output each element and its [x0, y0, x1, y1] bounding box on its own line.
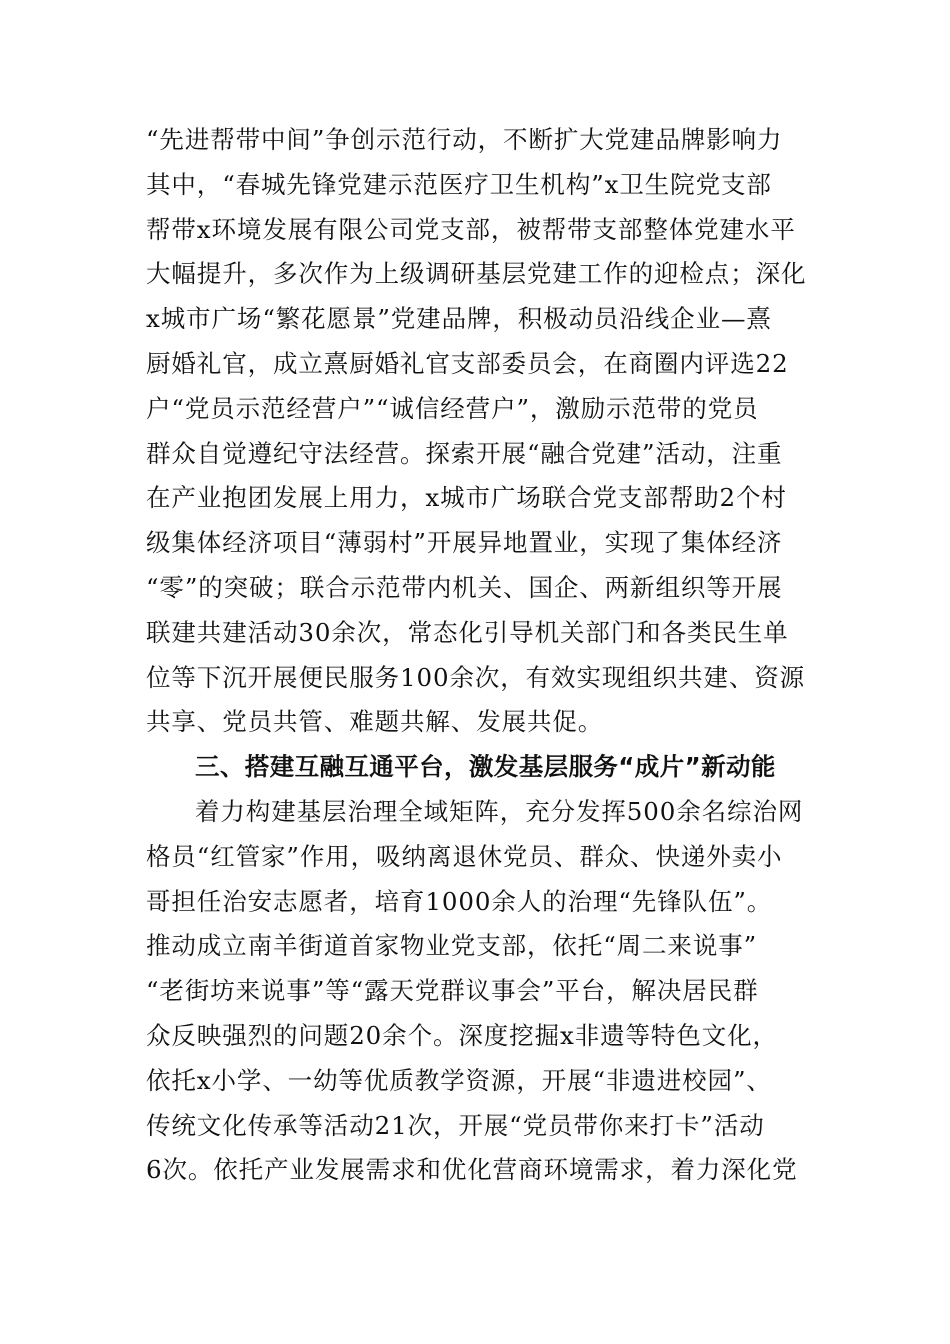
- body-line: 众反映强烈的问题20余个。深度挖掘x非遗等特色文化，: [146, 1020, 778, 1050]
- body-line: 着力构建基层治理全域矩阵，充分发挥500余名综治网: [195, 796, 804, 826]
- body-line: 哥担任治安志愿者，培育1000余人的治理“先锋队伍”。: [146, 886, 773, 916]
- document-body: [146, 118, 806, 1193]
- section-heading: 三、搭建互融互通平台，激发基层服务“成片”新动能: [195, 752, 776, 782]
- body-line: x城市广场“繁花愿景”党建品牌，积极动员沿线企业—熹: [146, 304, 772, 334]
- body-line: 联建共建活动30余次，常态化引导机关部门和各类民生单: [146, 617, 789, 647]
- body-line: 共享、党员共管、难题共解、发展共促。: [146, 707, 604, 737]
- body-line: “先进帮带中间”争创示范行动，不断扩大党建品牌影响力: [146, 125, 783, 154]
- body-line: 位等下沉开展便民服务100余次，有效实现组织共建、资源: [146, 662, 806, 692]
- body-line: 级集体经济项目“薄弱村”开展异地置业，实现了集体经济: [146, 528, 783, 558]
- body-line: 帮带x环境发展有限公司党支部，被帮带支部整体党建水平: [146, 214, 796, 244]
- body-line: 在产业抱团发展上用力，x城市广场联合党支部帮助2个村: [146, 483, 787, 513]
- body-line: 依托x小学、一幼等优质教学资源，开展“非遗进校园”、: [146, 1065, 772, 1095]
- body-line: 大幅提升，多次作为上级调研基层党建工作的迎检点；深化: [146, 259, 807, 289]
- body-line: 格员“红管家”作用，吸纳离退休党员、群众、快递外卖小: [146, 841, 783, 871]
- body-line: 推动成立南羊街道首家物业党支部，依托“周二来说事”: [146, 931, 758, 961]
- body-line: 传统文化传承等活动21次，开展“党员带你来打卡”活动: [146, 1110, 765, 1140]
- body-line: 厨婚礼官，成立熹厨婚礼官支部委员会，在商圈内评选22: [146, 348, 789, 378]
- body-line: “老街坊来说事”等“露天党群议事会”平台，解决居民群: [146, 976, 759, 1006]
- body-line: 其中，“春城先锋党建示范医疗卫生机构”x卫生院党支部: [146, 169, 772, 199]
- body-line: “零”的突破；联合示范带内机关、国企、两新组织等开展: [146, 572, 783, 602]
- body-line: 户“党员示范经营户”“诚信经营户”，激励示范带的党员: [146, 393, 759, 423]
- body-line: 6次。依托产业发展需求和优化营商环境需求，着力深化党: [146, 1155, 798, 1185]
- body-line: 群众自觉遵纪守法经营。探索开展“融合党建”活动，注重: [146, 438, 783, 468]
